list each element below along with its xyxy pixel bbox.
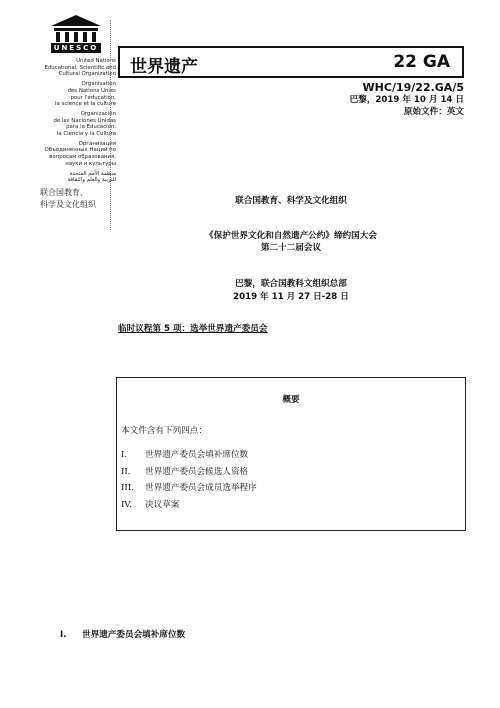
list-item [121, 498, 257, 515]
list-item [121, 448, 257, 465]
section-title: 世界遗产委员会填补席位数 [82, 630, 186, 640]
venue: 巴黎，联合国教科文组织总部 [235, 279, 347, 289]
summary-intro: 本文件含有下列四点： [121, 426, 207, 436]
unesco-name-line: United Nations [76, 58, 116, 64]
unesco-name-line: pour l'éducation, [70, 94, 116, 101]
convention-title: 《保护世界文化和自然遗产公约》缔约国大会 [205, 231, 377, 241]
unesco-name-line: Organización [80, 110, 116, 117]
document-header [118, 46, 464, 78]
list-item-text: 世界遗产委员会成员选举程序 [145, 483, 257, 493]
document-date: 巴黎，2019 年 10 月 14 日 [349, 95, 464, 105]
unesco-name-line: 科学及文化组织 [40, 199, 96, 209]
unesco-wordmark: UNESCO [53, 44, 99, 52]
session-title: 第二十二届会议 [260, 243, 322, 253]
unesco-name-line: de las Naciones Unidas [53, 117, 116, 124]
unesco-names [36, 58, 116, 211]
agenda-item: 临时议程第 5 项：选举世界遗产委员会 [118, 324, 268, 334]
summary-title: 概要 [282, 395, 300, 405]
document-code: WHC/19/22.GA/5 [362, 81, 464, 94]
header-title: 世界遗产 [130, 57, 198, 77]
reference-block [350, 82, 464, 118]
original-language: 原始文件：英文 [403, 107, 464, 117]
unesco-name-line: Educational, Scientific and [44, 64, 116, 71]
unesco-name-line: la science et la culture [55, 101, 116, 108]
unesco-name-line: Cultural Organization [58, 71, 116, 78]
unesco-name-line: des Nations Unies [67, 87, 116, 94]
list-item-number: III. [121, 483, 134, 493]
unesco-name-line: للتربية والعلم والثقافة [67, 177, 116, 184]
unesco-name-line: para la Educación, [66, 124, 116, 131]
unesco-name-line: منظمة الأمم المتحدة [69, 170, 116, 177]
list-item [121, 465, 257, 482]
section-number: I. [60, 630, 67, 640]
unesco-name-line: вопросам образования, [49, 154, 116, 161]
list-item-number: IV. [121, 499, 132, 510]
unesco-name-line: 联合国教育、 [40, 187, 88, 197]
list-item-number: I. [121, 450, 128, 460]
section-heading [60, 628, 185, 640]
unesco-logo [48, 14, 104, 56]
list-item-text: 决议草案 [145, 499, 180, 510]
unesco-name-line: Организация [78, 140, 116, 147]
unesco-name-line: науки и культуры [65, 160, 116, 167]
summary-list [121, 448, 257, 514]
unesco-name-line: Organisation [81, 81, 116, 88]
list-item [121, 481, 257, 498]
organization-name: 联合国教育、科学及文化组织 [235, 196, 347, 206]
summary-box [116, 377, 466, 531]
list-item-text: 世界遗产委员会候选人资格 [145, 466, 249, 477]
meeting-dates: 2019 年 11 月 27 日-28 日 [233, 292, 349, 302]
unesco-name-line: la Ciencia y la Cultura [56, 131, 116, 138]
list-item-text: 世界遗产委员会填补席位数 [145, 450, 249, 460]
unesco-name-line: Объединенных Наций по [44, 147, 116, 154]
list-item-number: II. [121, 466, 131, 477]
header-code: 22 GA [393, 52, 450, 72]
vertical-divider [110, 20, 111, 230]
